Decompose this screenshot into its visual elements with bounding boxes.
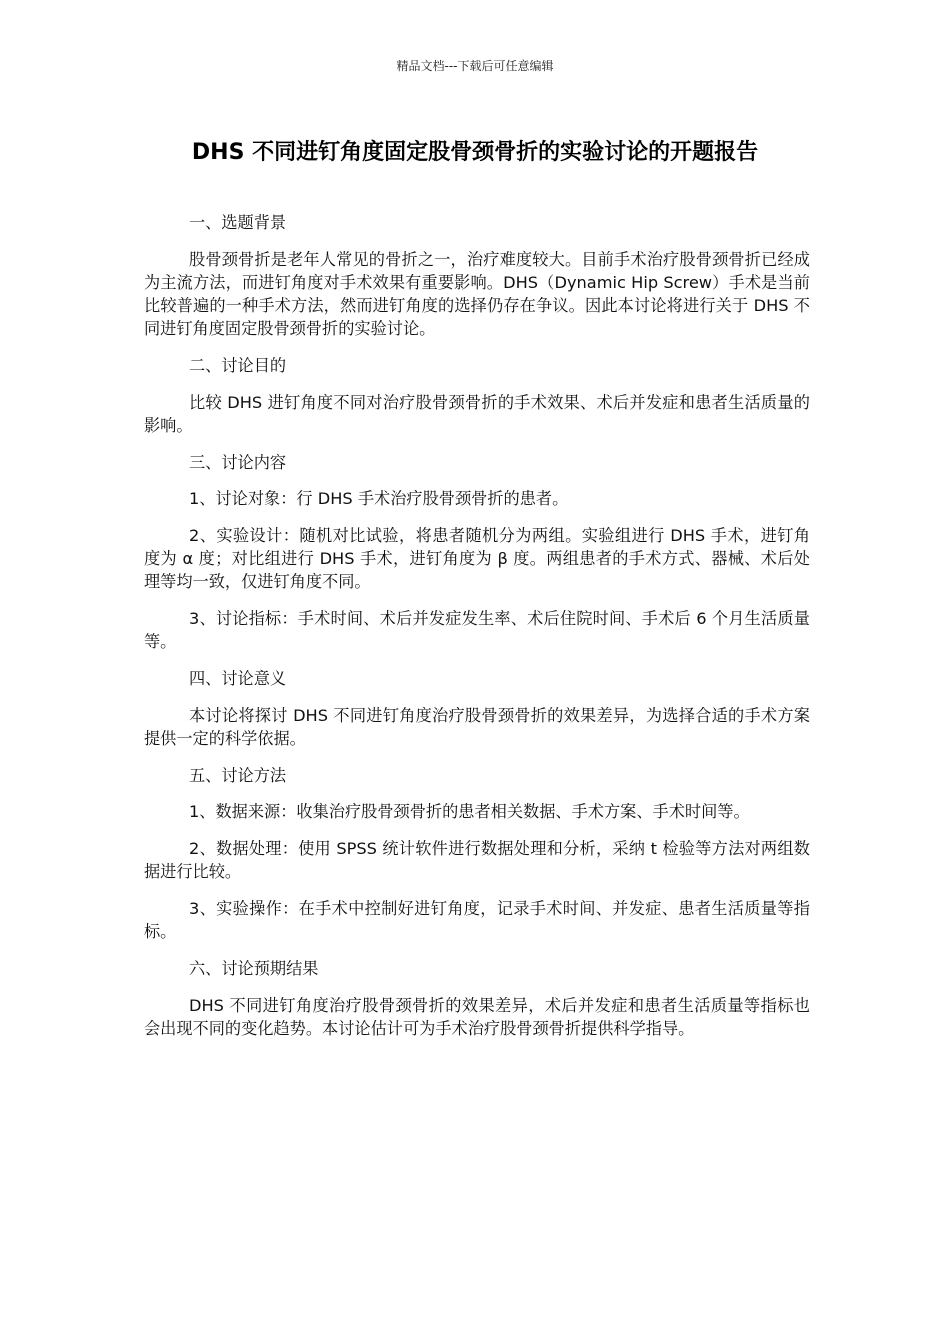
- content-item-subjects: 1、讨论对象：行 DHS 手术治疗股骨颈骨折的患者。: [189, 489, 569, 509]
- section-heading-purpose: 二、讨论目的: [189, 356, 287, 376]
- section-heading-significance: 四、讨论意义: [189, 669, 287, 689]
- background-paragraph: 股骨颈骨折是老年人常见的骨折之一，治疗难度较大。目前手术治疗股骨颈骨折已经成为主流方法，而进钉角度对手术效果有重要影响。DHS（Dynamic Hip Screw）手术是当前比较普遍的一种手术方法，然而进钉角度的选择仍存在争议。因此本讨论将进行关于 DHS 不同进钉角度固定股骨颈骨折的实验讨论。: [144, 249, 810, 339]
- content-item-indicators: 3、讨论指标：手术时间、术后并发症发生率、术后住院时间、手术后 6 个月生活质量等。: [144, 609, 810, 652]
- section-heading-background: 一、选题背景: [189, 213, 287, 232]
- document-title: DHS 不同进钉角度固定股骨颈骨折的实验讨论的开题报告: [191, 140, 759, 165]
- section-heading-methods: 五、讨论方法: [189, 765, 287, 785]
- method-item-operation: 3、实验操作：在手术中控制好进钉角度，记录手术时间、并发症、患者生活质量等指标。: [144, 898, 810, 942]
- content-item-design: 2、实验设计：随机对比试验，将患者随机分为两组。实验组进行 DHS 手术，进钉角度为 α 度；对比组进行 DHS 手术，进钉角度为 β 度。两组患者的手术方式、器械、术后处理等均一致，仅进钉角度不同。: [144, 526, 810, 592]
- section-heading-content: 三、讨论内容: [189, 452, 287, 472]
- purpose-paragraph: 比较 DHS 进钉角度不同对治疗股骨颈骨折的手术效果、术后并发症和患者生活质量的影响。: [144, 392, 810, 435]
- significance-paragraph: 本讨论将探讨 DHS 不同进钉角度治疗股骨颈骨折的效果差异，为选择合适的手术方案提供一定的科学依据。: [144, 705, 810, 748]
- section-heading-expected-results: 六、讨论预期结果: [189, 958, 319, 978]
- method-item-data-source: 1、数据来源：收集治疗股骨颈骨折的患者相关数据、手术方案、手术时间等。: [189, 802, 750, 822]
- page-header-note: 精品文档---下载后可任意编辑: [396, 59, 554, 73]
- expected-results-paragraph: DHS 不同进钉角度治疗股骨颈骨折的效果差异，术后并发症和患者生活质量等指标也会出现不同的变化趋势。本讨论估计可为手术治疗股骨颈骨折提供科学指导。: [144, 995, 810, 1038]
- method-item-data-processing: 2、数据处理：使用 SPSS 统计软件进行数据处理和分析，采纳 t 检验等方法对两组数据进行比较。: [144, 839, 810, 882]
- document-body: [144, 211, 810, 1053]
